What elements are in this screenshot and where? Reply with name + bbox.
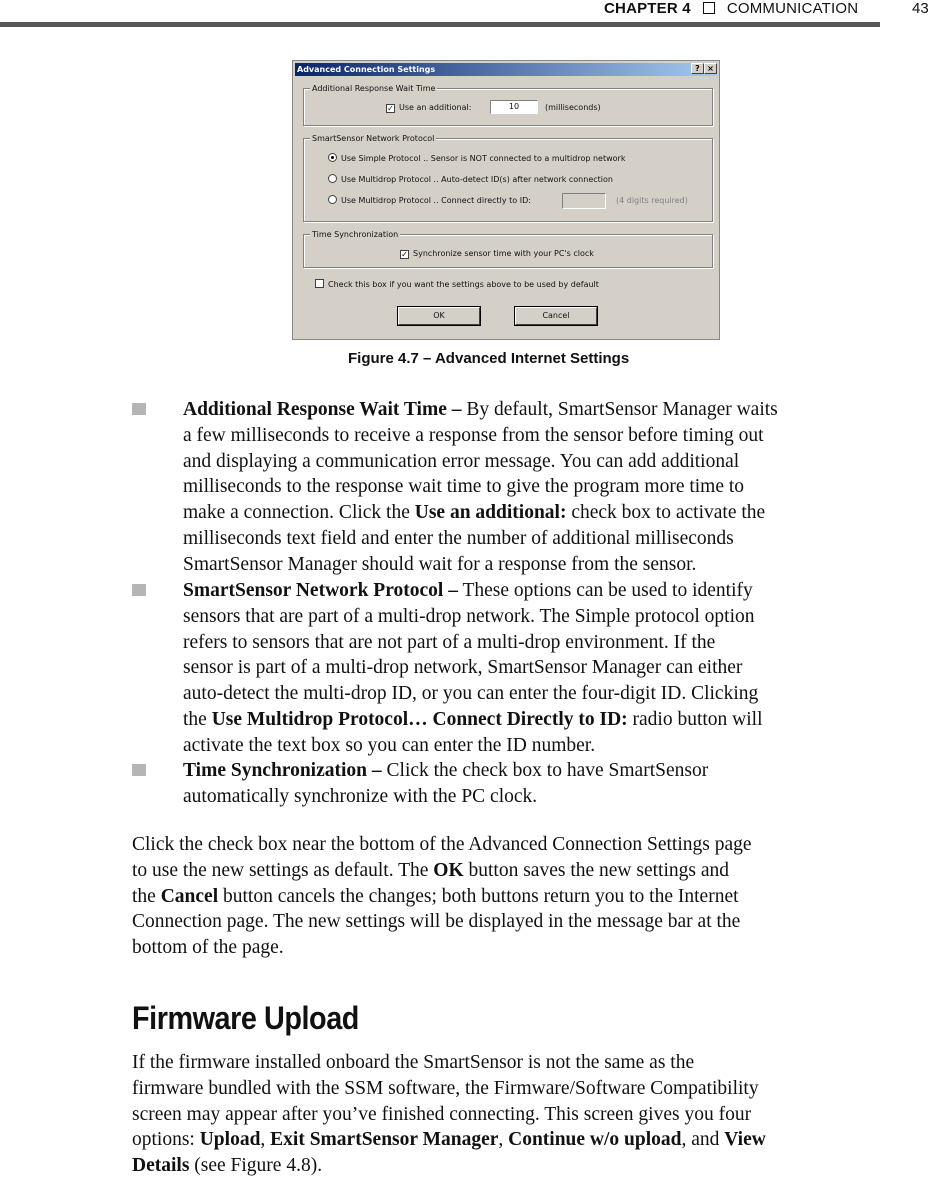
text-line: bottom of the page.	[132, 937, 284, 959]
text-line: a few milliseconds to receive a response from the sensor before timing out	[183, 424, 764, 446]
bullet-square-icon	[132, 403, 146, 415]
sync-time-label: Synchronize sensor time with your PC's clock	[413, 249, 594, 258]
time-sync-group	[303, 230, 713, 268]
default-settings-row	[315, 279, 599, 290]
direct-id-label: Use Multidrop Protocol .. Connect directly to ID:	[341, 196, 531, 205]
bold-text: Use Multidrop Protocol… Connect Directly to ID:	[211, 708, 628, 730]
text-line: screen may appear after you’ve finished connecting. This screen gives you four	[132, 1103, 752, 1125]
wait-ms-input[interactable]: 10	[490, 100, 538, 114]
ok-button[interactable]: OK	[398, 307, 480, 325]
default-settings-checkbox[interactable]	[315, 279, 324, 288]
text-line: milliseconds to the response wait time to give the program more time to	[183, 476, 745, 498]
figure-caption: Figure 4.7 – Advanced Internet Settings	[348, 350, 630, 367]
text-line: SmartSensor Manager should wait for a response from the sensor.	[183, 553, 697, 575]
section-label: COMMUNICATION	[726, 0, 859, 17]
text: the	[183, 708, 212, 730]
header-rule	[0, 22, 880, 27]
text: make a connection. Click the	[183, 502, 415, 524]
bold-text: Details	[132, 1155, 190, 1177]
bold-text: OK	[433, 859, 464, 881]
simple-protocol-option[interactable]	[328, 153, 625, 164]
close-icon[interactable]: ×	[704, 63, 717, 74]
chapter-label: CHAPTER 4	[604, 0, 691, 17]
id-hint: (4 digits required)	[616, 196, 688, 205]
settings-paragraph	[132, 832, 892, 961]
sync-time-checkbox[interactable]: ✓	[401, 250, 408, 259]
time-sync-group-label: Time Synchronization	[312, 230, 399, 239]
bullet-time-sync	[183, 758, 883, 810]
text-line: sensors that are part of a multi-drop network. The Simple protocol option	[183, 605, 755, 627]
text: the	[132, 885, 161, 907]
square-separator-icon	[703, 2, 715, 14]
help-icon[interactable]: ?	[691, 63, 704, 74]
auto-detect-option[interactable]	[328, 174, 613, 185]
text: ,	[260, 1129, 271, 1151]
dialog-title-bar	[295, 63, 717, 76]
text-line: automatically synchronize with the PC clock.	[183, 785, 538, 807]
id-input[interactable]	[562, 193, 606, 209]
use-additional-checkbox[interactable]: ✓	[387, 104, 394, 113]
cancel-button[interactable]: Cancel	[515, 307, 597, 325]
text-line: firmware bundled with the SSM software, the Firmware/Software Compatibility	[132, 1077, 759, 1099]
text-line: milliseconds text field and enter the number of additional milliseconds	[183, 527, 734, 549]
text: check box to activate the	[566, 502, 766, 524]
use-additional-row	[386, 102, 471, 113]
bold-text: Cancel	[160, 885, 219, 907]
page-number: 43	[912, 0, 929, 17]
running-header	[604, 0, 858, 17]
text: By default, SmartSensor Manager waits	[461, 399, 778, 420]
simple-protocol-label: Use Simple Protocol .. Sensor is NOT connected to a multidrop network	[341, 154, 626, 163]
bullet-square-icon	[132, 764, 146, 776]
text: , and	[681, 1129, 725, 1151]
bullet-square-icon	[132, 584, 146, 596]
bold-text: View	[724, 1129, 766, 1151]
bold-text: Upload	[199, 1129, 261, 1151]
text-line: If the firmware installed onboard the SmartSensor is not the same as the	[132, 1052, 695, 1073]
text: These options can be used to identify	[457, 580, 753, 601]
radio-unselected[interactable]	[328, 195, 337, 204]
bullet-network-protocol	[183, 578, 883, 759]
use-additional-label: Use an additional:	[399, 103, 472, 112]
wait-time-group	[303, 84, 713, 126]
protocol-group	[303, 134, 713, 222]
text-line: Connection page. The new settings will be displayed in the message bar at the	[132, 911, 741, 933]
text-line: Click the check box near the bottom of the Advanced Connection Settings page	[132, 834, 752, 855]
bullet-wait-time	[183, 397, 883, 578]
section-heading: Firmware Upload	[132, 1000, 359, 1036]
radio-selected[interactable]	[328, 153, 337, 162]
text: (see Figure 4.8).	[189, 1155, 323, 1177]
bullet-term: Time Synchronization –	[183, 760, 382, 781]
protocol-group-label: SmartSensor Network Protocol	[312, 134, 435, 143]
dialog-title: Advanced Connection Settings	[297, 65, 436, 74]
radio-unselected[interactable]	[328, 174, 337, 183]
bold-text: Exit SmartSensor Manager	[270, 1129, 499, 1151]
text-line: refers to sensors that are not part of a multi-drop environment. If the	[183, 631, 716, 653]
text-line: auto-detect the multi-drop ID, or you can enter the four-digit ID. Clicking	[183, 683, 759, 705]
bullet-term: SmartSensor Network Protocol –	[183, 580, 458, 601]
text: button cancels the changes; both buttons return you to the Internet	[218, 885, 739, 907]
advanced-connection-settings-dialog	[292, 60, 720, 340]
firmware-paragraph	[132, 1050, 892, 1179]
text-line: and displaying a communication error message. You can add additional	[183, 450, 740, 472]
text: button saves the new settings and	[463, 859, 729, 881]
text: radio button will	[627, 708, 763, 730]
bold-text: Continue w/o upload	[508, 1129, 682, 1151]
text: to use the new settings as default. The	[132, 859, 434, 881]
wait-time-group-label: Additional Response Wait Time	[312, 84, 436, 93]
default-settings-label: Check this box if you want the settings above to be used by default	[328, 280, 599, 289]
ms-unit-label: (milliseconds)	[545, 103, 601, 112]
auto-detect-label: Use Multidrop Protocol .. Auto-detect ID(s) after network connection	[341, 175, 613, 184]
text: Click the check box to have SmartSensor	[381, 760, 709, 781]
direct-id-option[interactable]	[328, 195, 531, 206]
bold-text: Use an additional:	[414, 502, 567, 524]
bullet-term: Additional Response Wait Time –	[183, 399, 462, 420]
text: ,	[498, 1129, 509, 1151]
text-line: activate the text box so you can enter the ID number.	[183, 734, 596, 756]
text-line: sensor is part of a multi-drop network, SmartSensor Manager can either	[183, 657, 743, 679]
text: options:	[132, 1129, 200, 1151]
sync-time-row	[400, 248, 594, 259]
